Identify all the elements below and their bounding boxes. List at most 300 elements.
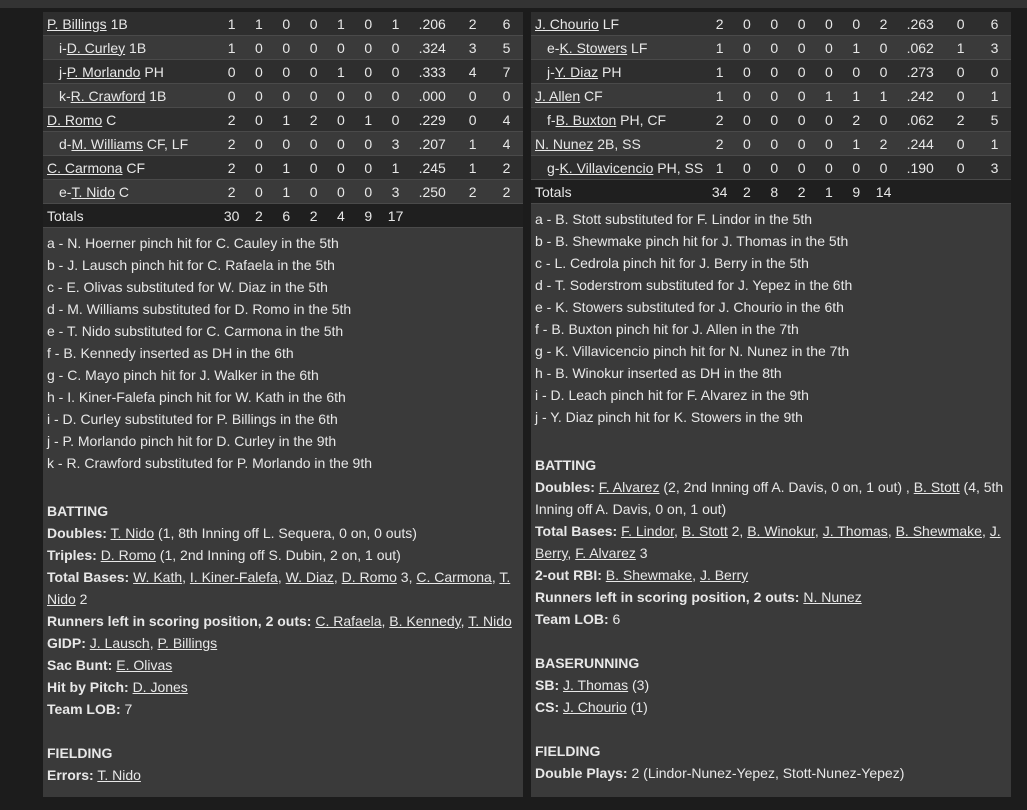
stat-cell: 6 <box>978 12 1011 36</box>
batter-row <box>531 60 1011 84</box>
player-link[interactable]: E. Olivas <box>116 657 173 673</box>
home-batting-table <box>43 12 523 228</box>
player-link[interactable]: K. Stowers <box>559 39 628 56</box>
away-substitution-notes <box>531 204 1011 428</box>
batter-name-cell <box>531 60 706 84</box>
stat-cell: 0 <box>788 132 815 156</box>
stat-cell: 1 <box>706 84 733 108</box>
stat-cell: .206 <box>409 12 455 36</box>
totals-stat-cell <box>897 180 943 204</box>
stat-cell: 3 <box>978 156 1011 180</box>
batter-position: PH <box>144 63 164 80</box>
player-link[interactable]: M. Williams <box>71 135 143 152</box>
batter-sub-prefix: e- <box>59 183 72 200</box>
batter-row <box>531 132 1011 156</box>
stat-cell: 2 <box>943 108 978 132</box>
batter-name-cell <box>531 108 706 132</box>
batter-row <box>531 12 1011 36</box>
stat-cell: 1 <box>355 108 382 132</box>
detail-text: , <box>277 569 286 585</box>
batter-sub-prefix: f- <box>547 111 556 128</box>
stat-cell: 0 <box>761 84 788 108</box>
stat-cell: 1 <box>245 12 272 36</box>
stat-cell: 0 <box>943 12 978 36</box>
player-link[interactable]: B. Stott <box>913 479 960 495</box>
player-link[interactable]: T. Nido <box>468 613 512 629</box>
batter-row <box>43 132 523 156</box>
stat-cell: 2 <box>490 156 523 180</box>
stat-cell: 0 <box>355 180 382 204</box>
detail-line <box>47 764 519 786</box>
detail-line <box>47 544 519 566</box>
stat-cell: 2 <box>218 108 245 132</box>
batter-row <box>43 84 523 108</box>
detail-line <box>47 632 519 654</box>
stat-cell: 1 <box>843 36 870 60</box>
player-link[interactable]: J. Allen <box>535 87 581 104</box>
stat-cell: 0 <box>245 36 272 60</box>
batter-sub-prefix: e- <box>547 39 560 56</box>
detail-text: (4, 5th Inning off A. Davis, 0 on, 1 out) <box>535 479 1004 517</box>
stat-cell: 0 <box>843 156 870 180</box>
player-link[interactable]: P. Billings <box>47 15 107 32</box>
detail-text: 2 <box>75 591 88 607</box>
stat-cell: 0 <box>382 36 409 60</box>
substitution-note: d - T. Soderstrom substituted for J. Yepez in the 6th <box>535 277 853 293</box>
batter-name-cell <box>531 156 706 180</box>
detail-text: , <box>333 569 342 585</box>
detail-label: Sac Bunt: <box>47 657 113 673</box>
player-link[interactable]: D. Romo <box>47 111 103 128</box>
stat-cell: 0 <box>245 132 272 156</box>
detail-line <box>535 674 1007 696</box>
stat-cell: 1 <box>273 108 300 132</box>
stat-cell: 0 <box>788 108 815 132</box>
detail-text: (1) <box>626 699 648 715</box>
stat-cell: 0 <box>761 36 788 60</box>
detail-label: Runners left in scoring position, 2 outs: <box>47 613 312 629</box>
stat-cell: 0 <box>733 84 760 108</box>
batter-position: PH, CF <box>620 111 667 128</box>
stat-cell: 0 <box>733 108 760 132</box>
detail-text: 2 (Lindor-Nunez-Yepez, Stott-Nunez-Yepez) <box>627 765 905 781</box>
stat-cell: 0 <box>245 180 272 204</box>
player-link[interactable]: J. Thomas <box>822 523 888 539</box>
stat-cell: 0 <box>327 108 354 132</box>
stat-cell: 0 <box>815 12 842 36</box>
detail-text: (2, 2nd Inning off A. Davis, 0 on, 1 out) , <box>659 479 914 495</box>
batter-position: CF <box>584 87 603 104</box>
batter-position: C <box>106 111 117 128</box>
substitution-note: d - M. Williams substituted for D. Romo in the 5th <box>47 301 352 317</box>
stat-cell: 1 <box>870 84 897 108</box>
stat-cell: 0 <box>815 156 842 180</box>
stat-cell: 0 <box>273 36 300 60</box>
detail-label: Doubles: <box>535 479 595 495</box>
stat-cell: 0 <box>245 84 272 108</box>
batter-position: LF <box>631 39 648 56</box>
stat-cell: 0 <box>382 60 409 84</box>
stat-cell: .000 <box>409 84 455 108</box>
stat-cell: 0 <box>245 60 272 84</box>
player-link[interactable]: F. Lindor <box>621 523 675 539</box>
player-link[interactable]: W. Diaz <box>285 569 334 585</box>
detail-text: , <box>887 523 896 539</box>
substitution-note: f - B. Buxton pinch hit for J. Allen in the 7th <box>535 321 799 337</box>
detail-label: Runners left in scoring position, 2 outs: <box>535 589 800 605</box>
detail-line <box>47 676 519 698</box>
stat-cell: 2 <box>218 132 245 156</box>
stat-cell: 0 <box>355 36 382 60</box>
stat-cell: 0 <box>788 60 815 84</box>
stat-cell: 0 <box>788 36 815 60</box>
stat-cell: 0 <box>273 12 300 36</box>
stat-cell: 0 <box>300 132 327 156</box>
stat-cell: .333 <box>409 60 455 84</box>
totals-stat-cell: 2 <box>788 180 815 204</box>
player-link[interactable]: R. Crawford <box>70 87 146 104</box>
detail-line <box>535 586 1007 608</box>
stat-cell: 0 <box>733 60 760 84</box>
stat-cell: 0 <box>300 84 327 108</box>
stat-cell: .229 <box>409 108 455 132</box>
stat-cell: 0 <box>355 84 382 108</box>
detail-text: , <box>567 545 576 561</box>
detail-text: , <box>981 523 990 539</box>
stat-cell: 2 <box>300 108 327 132</box>
batter-position: 1B <box>149 87 167 104</box>
stat-cell: 3 <box>382 132 409 156</box>
batter-position: CF <box>126 159 146 176</box>
player-link[interactable]: J. Thomas <box>563 677 629 693</box>
batter-sub-prefix: j- <box>59 63 67 80</box>
player-link[interactable]: B. Kennedy <box>389 613 461 629</box>
batter-row <box>531 84 1011 108</box>
player-link[interactable]: I. Kiner-Falefa <box>189 569 278 585</box>
player-link[interactable]: T. Nido <box>47 569 511 607</box>
stat-cell: 3 <box>382 180 409 204</box>
section-title: BATTING <box>47 503 109 519</box>
substitution-note: h - I. Kiner-Falefa pinch hit for W. Kath in the 6th <box>47 389 346 405</box>
player-link[interactable]: C. Rafaela <box>315 613 382 629</box>
totals-stat-cell: 17 <box>382 204 409 228</box>
top-bar <box>0 0 1027 8</box>
stat-cell: 0 <box>815 132 842 156</box>
batter-row <box>43 12 523 36</box>
batter-row <box>531 156 1011 180</box>
stat-cell: 3 <box>978 36 1011 60</box>
player-link[interactable]: F. Alvarez <box>575 545 636 561</box>
player-link[interactable]: F. Alvarez <box>598 479 660 495</box>
stat-cell: 0 <box>455 108 490 132</box>
totals-stat-cell: 6 <box>273 204 300 228</box>
stat-cell: 0 <box>943 84 978 108</box>
substitution-note: h - B. Winokur inserted as DH in the 8th <box>535 365 782 381</box>
batter-name-cell <box>531 84 706 108</box>
detail-text: , <box>149 635 158 651</box>
player-link[interactable]: J. Lausch <box>89 635 150 651</box>
batter-row <box>43 60 523 84</box>
detail-text: , <box>381 613 390 629</box>
detail-label: SB: <box>535 677 560 693</box>
player-link[interactable]: W. Kath <box>133 569 183 585</box>
player-link[interactable]: D. Romo <box>341 569 397 585</box>
substitution-note: k - R. Crawford substituted for P. Morlando in the 9th <box>47 455 373 471</box>
batter-name-cell <box>43 156 218 180</box>
totals-stat-cell <box>943 180 978 204</box>
stat-cell: .062 <box>897 36 943 60</box>
player-link[interactable]: B. Shewmake <box>605 567 693 583</box>
player-link[interactable]: P. Billings <box>157 635 218 651</box>
stat-cell: 2 <box>218 180 245 204</box>
stat-cell: 0 <box>761 156 788 180</box>
player-link[interactable]: K. Villavicencio <box>559 159 654 176</box>
stat-cell: 5 <box>978 108 1011 132</box>
player-link[interactable]: T. Nido <box>97 767 141 783</box>
stat-cell: 0 <box>273 84 300 108</box>
detail-label: CS: <box>535 699 560 715</box>
detail-label: 2-out RBI: <box>535 567 602 583</box>
batter-position: 1B <box>129 39 147 56</box>
stat-cell: 0 <box>355 132 382 156</box>
stat-cell: 1 <box>706 156 733 180</box>
player-link[interactable]: C. Carmona <box>416 569 492 585</box>
stat-cell: .263 <box>897 12 943 36</box>
stat-cell: 2 <box>455 12 490 36</box>
detail-label: Hit by Pitch: <box>47 679 129 695</box>
stat-cell: 2 <box>706 132 733 156</box>
stat-cell: 1 <box>978 132 1011 156</box>
stat-cell: 0 <box>870 60 897 84</box>
player-link[interactable]: N. Nunez <box>803 589 862 605</box>
section-spacer <box>47 478 519 500</box>
stat-cell: 0 <box>815 108 842 132</box>
stat-cell: 2 <box>490 180 523 204</box>
player-link[interactable]: Y. Diaz <box>554 63 599 80</box>
stat-cell: .242 <box>897 84 943 108</box>
batter-row <box>43 156 523 180</box>
player-link[interactable]: J. Berry <box>699 567 749 583</box>
substitution-note: j - Y. Diaz pinch hit for K. Stowers in the 9th <box>535 409 803 425</box>
stat-cell: 0 <box>327 132 354 156</box>
player-link[interactable]: D. Jones <box>132 679 188 695</box>
away-game-details <box>531 428 1011 784</box>
batter-row <box>531 36 1011 60</box>
section-title: FIELDING <box>535 743 601 759</box>
stat-cell: 0 <box>761 12 788 36</box>
batter-name-cell <box>43 84 218 108</box>
stat-cell: 0 <box>943 156 978 180</box>
stat-cell: .190 <box>897 156 943 180</box>
player-link[interactable]: J. Chourio <box>535 15 599 32</box>
stat-cell: 0 <box>761 108 788 132</box>
stat-cell: 0 <box>327 180 354 204</box>
stat-cell: 0 <box>943 60 978 84</box>
stat-cell: 1 <box>943 36 978 60</box>
stat-cell: 0 <box>788 12 815 36</box>
stat-cell: 4 <box>455 60 490 84</box>
batter-row <box>43 180 523 204</box>
stat-cell: 0 <box>788 156 815 180</box>
stat-cell: 0 <box>455 84 490 108</box>
totals-stat-cell: 1 <box>815 180 842 204</box>
detail-label: Triples: <box>47 547 97 563</box>
batter-position: C <box>118 183 130 200</box>
batter-name-cell <box>43 132 218 156</box>
detail-line <box>535 476 1007 520</box>
detail-line <box>535 520 1007 564</box>
batter-position: 2B, SS <box>597 135 641 152</box>
substitution-note: g - K. Villavicencio pinch hit for N. Nunez in the 7th <box>535 343 850 359</box>
batter-row <box>43 108 523 132</box>
batter-position: 1B <box>110 15 128 32</box>
stat-cell: 1 <box>843 132 870 156</box>
stat-cell: 1 <box>843 84 870 108</box>
stat-cell: 2 <box>706 108 733 132</box>
substitution-note: c - L. Cedrola pinch hit for J. Berry in the 5th <box>535 255 809 271</box>
player-link[interactable]: D. Curley <box>66 39 126 56</box>
totals-stat-cell: 9 <box>843 180 870 204</box>
player-link[interactable]: B. Stott <box>681 523 728 539</box>
stat-cell: 0 <box>382 84 409 108</box>
batter-position: PH <box>602 63 622 80</box>
detail-text: , <box>182 569 190 585</box>
stat-cell: 0 <box>300 156 327 180</box>
batter-row <box>531 108 1011 132</box>
stat-cell: .207 <box>409 132 455 156</box>
section-title: BATTING <box>535 457 597 473</box>
player-link[interactable]: P. Morlando <box>66 63 141 80</box>
substitution-note: a - B. Stott substituted for F. Lindor in the 5th <box>535 211 813 227</box>
totals-stat-cell: 2 <box>300 204 327 228</box>
stat-cell: 6 <box>490 12 523 36</box>
detail-text: 2, <box>727 523 748 539</box>
stat-cell: 0 <box>245 108 272 132</box>
stat-cell: 0 <box>355 60 382 84</box>
stat-cell: 0 <box>300 36 327 60</box>
totals-row <box>43 204 523 228</box>
batter-position: CF, LF <box>146 135 189 152</box>
player-link[interactable]: B. Winokur <box>747 523 815 539</box>
totals-stat-cell: 34 <box>706 180 733 204</box>
batter-name-cell <box>43 12 218 36</box>
stat-cell: 0 <box>245 156 272 180</box>
totals-stat-cell: 14 <box>870 180 897 204</box>
stat-cell: 0 <box>761 132 788 156</box>
home-substitution-notes <box>43 228 523 474</box>
detail-line <box>47 522 519 544</box>
totals-label: Totals <box>43 204 218 228</box>
stat-cell: .273 <box>897 60 943 84</box>
totals-stat-cell: 9 <box>355 204 382 228</box>
stat-cell: 0 <box>978 60 1011 84</box>
detail-line <box>47 654 519 676</box>
player-link[interactable]: J. Chourio <box>563 699 627 715</box>
stat-cell: .324 <box>409 36 455 60</box>
player-link[interactable]: T. Nido <box>71 183 116 200</box>
substitution-note: a - N. Hoerner pinch hit for C. Cauley in the 5th <box>47 235 339 251</box>
detail-line <box>535 564 1007 586</box>
detail-text: 3, <box>396 569 417 585</box>
stat-cell: 0 <box>843 60 870 84</box>
stat-cell: 2 <box>870 12 897 36</box>
stat-cell: 0 <box>870 156 897 180</box>
detail-label: Team LOB: <box>47 701 121 717</box>
stat-cell: 1 <box>218 36 245 60</box>
stat-cell: 2 <box>455 180 490 204</box>
batter-position: PH, SS <box>657 159 704 176</box>
detail-text: (3) <box>628 677 650 693</box>
stat-cell: 0 <box>761 60 788 84</box>
stat-cell: 0 <box>490 84 523 108</box>
totals-label: Totals <box>531 180 706 204</box>
detail-line <box>47 610 519 632</box>
stat-cell: 1 <box>706 60 733 84</box>
player-link[interactable]: N. Nunez <box>535 135 594 152</box>
stat-cell: .062 <box>897 108 943 132</box>
substitution-note: i - D. Leach pinch hit for F. Alvarez in the 9th <box>535 387 809 403</box>
section-spacer <box>535 432 1007 454</box>
detail-text: (1, 2nd Inning off S. Dubin, 2 on, 1 out) <box>155 547 401 563</box>
stat-cell: 0 <box>300 60 327 84</box>
stat-cell: 0 <box>273 60 300 84</box>
home-game-details <box>43 474 523 786</box>
stat-cell: 3 <box>455 36 490 60</box>
player-link[interactable]: B. Shewmake <box>895 523 982 539</box>
stat-cell: 0 <box>382 108 409 132</box>
stat-cell: 2 <box>706 12 733 36</box>
stat-cell: 1 <box>327 12 354 36</box>
batter-name-cell <box>43 180 218 204</box>
stat-cell: 0 <box>815 60 842 84</box>
stat-cell: 0 <box>327 84 354 108</box>
substitution-note: g - C. Mayo pinch hit for J. Walker in the 6th <box>47 367 319 383</box>
detail-line <box>47 566 519 610</box>
home-team-box-panel <box>43 12 523 797</box>
batter-name-cell <box>43 60 218 84</box>
batter-row <box>43 36 523 60</box>
detail-text: (1, 8th Inning off L. Sequera, 0 on, 0 outs) <box>154 525 417 541</box>
player-link[interactable]: J. Berry <box>535 523 1001 561</box>
substitution-note: e - T. Nido substituted for C. Carmona in the 5th <box>47 323 344 339</box>
player-link[interactable]: T. Nido <box>110 525 155 541</box>
totals-stat-cell <box>455 204 490 228</box>
detail-label: Double Plays: <box>535 765 628 781</box>
stat-cell: 7 <box>490 60 523 84</box>
batter-sub-prefix: g- <box>547 159 560 176</box>
away-team-box-panel <box>531 12 1011 797</box>
batter-position: LF <box>602 15 620 32</box>
batter-sub-prefix: j- <box>547 63 555 80</box>
detail-text: , <box>814 523 823 539</box>
player-link[interactable]: B. Buxton <box>555 111 617 128</box>
detail-text: , <box>692 567 700 583</box>
stat-cell: 1 <box>382 12 409 36</box>
player-link[interactable]: D. Romo <box>100 547 156 563</box>
totals-stat-cell: 30 <box>218 204 245 228</box>
substitution-note: j - P. Morlando pinch hit for D. Curley in the 9th <box>47 433 337 449</box>
substitution-note: i - D. Curley substituted for P. Billings in the 6th <box>47 411 338 427</box>
totals-stat-cell <box>409 204 455 228</box>
player-link[interactable]: C. Carmona <box>47 159 123 176</box>
stat-cell: 4 <box>490 108 523 132</box>
section-spacer <box>535 630 1007 652</box>
stat-cell: .244 <box>897 132 943 156</box>
detail-text: , <box>674 523 682 539</box>
section-title: BASERUNNING <box>535 655 640 671</box>
stat-cell: 1 <box>455 156 490 180</box>
detail-line <box>47 698 519 720</box>
